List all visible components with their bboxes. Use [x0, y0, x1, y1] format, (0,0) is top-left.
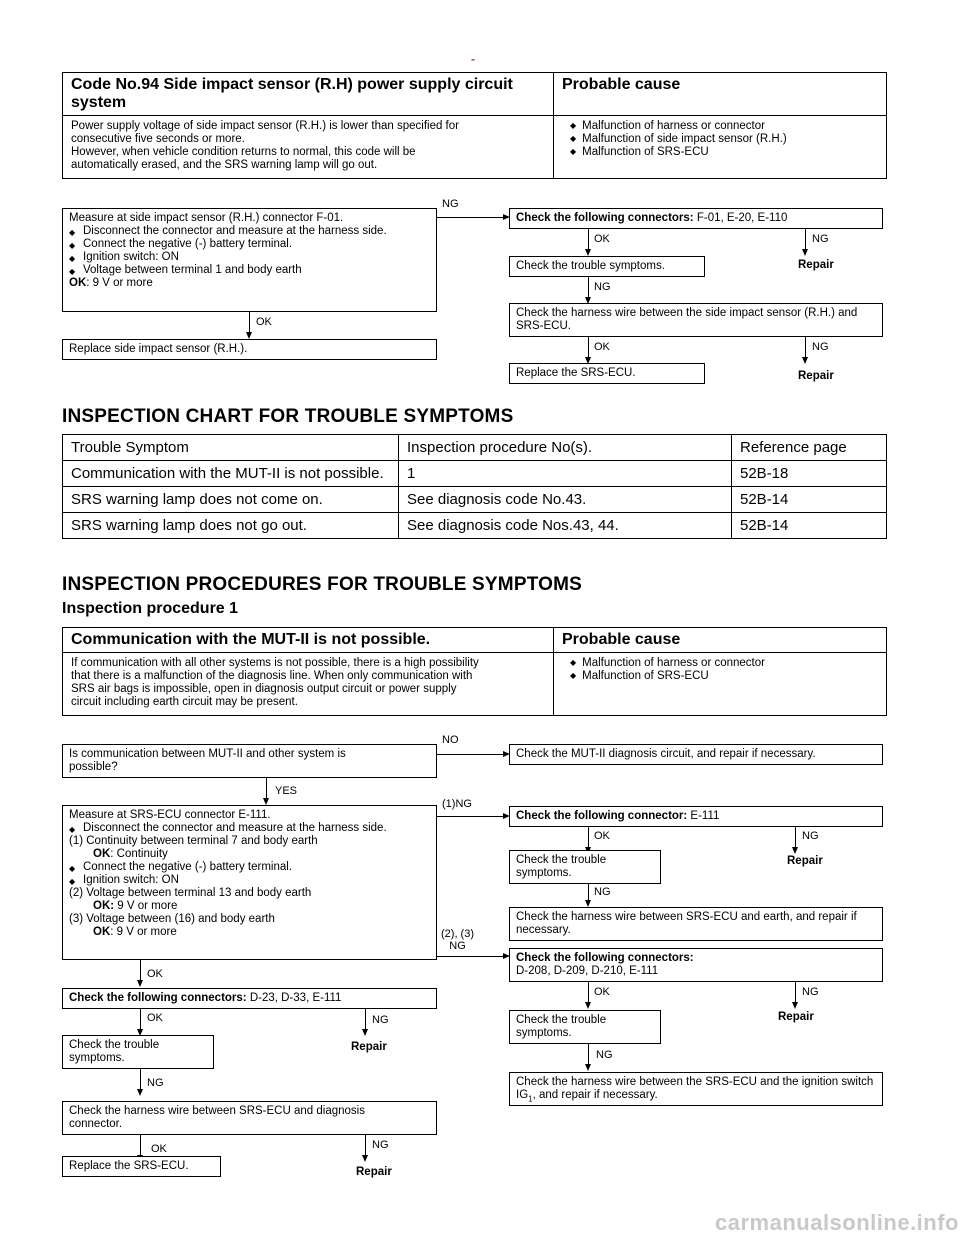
procedure1-title: Communication with the MUT-II is not possible.	[63, 628, 554, 653]
code94-title: Code No.94 Side impact sensor (R.H) power supply circuit system	[63, 73, 554, 116]
flow2-yes-label: YES	[275, 785, 298, 797]
measure-ecu-box: Measure at SRS-ECU connector E-111. ◆ Disconnect the connector and measure at the harness side. (1) Continuity between terminal 7 and body earth OK: Continuity ◆ Connect the negative (-) battery terminal. ◆ Ignition switch: ON (2) Voltage between terminal 13 and body earth OK: 9 V or more (3) Voltage between (16) and body earth OK: 9 V or more	[62, 805, 437, 960]
harness-ecu-ignition-box: Check the harness wire between the SRS-ECU and the ignition switch $IG_1$, and repair if necessary.	[509, 1072, 883, 1106]
trouble-symptoms-box-e: Check the trouble symptoms.	[62, 1035, 214, 1069]
table-row: SRS warning lamp does not go out. See diagnosis code Nos.43, 44. 52B-14	[63, 513, 887, 539]
check-connectors-d23-box: Check the following connectors: D-23, D-33, E-111	[62, 988, 437, 1009]
flow2-ng-g: NG	[372, 1139, 389, 1151]
flow2-no-label: NO	[442, 734, 459, 746]
check-connectors-d208-box: Check the following connectors: D-208, D-209, D-210, E-111	[509, 948, 883, 982]
procedures-heading: INSPECTION PROCEDURES FOR TROUBLE SYMPTOMS	[62, 574, 583, 595]
harness-ecu-diagnosis-box: Check the harness wire between SRS-ECU and diagnosis connector.	[62, 1101, 437, 1135]
flow2-ng-b: NG	[594, 886, 611, 898]
replace-ecu-box-1: Replace the SRS-ECU.	[509, 363, 705, 384]
replace-sensor-box: Replace side impact sensor (R.H.).	[62, 339, 437, 360]
procedure1-causes: ◆ Malfunction of harness or connector ◆ Malfunction of SRS-ECU	[554, 653, 887, 716]
procedure1-cause-header: Probable cause	[554, 628, 887, 653]
measure-sensor-box: Measure at side impact sensor (R.H.) connector F-01. ◆ Disconnect the connector and measure at the harness side. ◆ Connect the negative (-) battery terminal. ◆ Ignition switch: ON ◆ Voltage between terminal 1 and body earth OK: 9 V or more	[62, 208, 437, 312]
procedure1-table	[62, 627, 887, 716]
harness-ecu-earth-box: Check the harness wire between SRS-ECU and earth, and repair if necessary.	[509, 907, 883, 941]
flow1-ok-1: OK	[594, 233, 610, 245]
flow2-ng-c: NG	[802, 986, 819, 998]
code94-cause-header: Probable cause	[554, 73, 887, 116]
flow2-ng1-label: (1)NG	[442, 798, 472, 810]
flow2-ng-a: NG	[802, 830, 819, 842]
table-row: SRS warning lamp does not come on. See diagnosis code No.43. 52B-14	[63, 487, 887, 513]
check-mut-circuit-box: Check the MUT-II diagnosis circuit, and repair if necessary.	[509, 744, 883, 765]
harness-sensor-ecu-box: Check the harness wire between the side impact sensor (R.H.) and SRS-ECU.	[509, 303, 883, 337]
code94-description: Power supply voltage of side impact sensor (R.H.) is lower than specified for consecutive five seconds or more. However, when vehicle condition returns to normal, this code will be automatically erased, and the SRS warning lamp will go out.	[63, 116, 554, 179]
trouble-symptoms-box-a: Check the trouble symptoms.	[509, 850, 661, 884]
flow2-repair-e: Repair	[351, 1041, 387, 1053]
flow1-ng-2: NG	[594, 281, 611, 293]
flow2-ng23-label: (2), (3) NG	[441, 928, 474, 952]
trouble-symptoms-box-1: Check the trouble symptoms.	[509, 256, 705, 277]
check-connector-e111-box: Check the following connector: E-111	[509, 806, 883, 827]
flow2-ng-e: NG	[372, 1014, 389, 1026]
flow1-repair-1: Repair	[798, 259, 834, 271]
communication-question-box: Is communication between MUT-II and other system is possible?	[62, 744, 437, 778]
symptom-table	[62, 434, 887, 539]
flow2-ok-e: OK	[147, 1012, 163, 1024]
flow2-ok-a: OK	[594, 830, 610, 842]
table-row: Communication with the MUT-II is not possible. 1 52B-18	[63, 461, 887, 487]
footer-watermark: carmanualsonline.info	[715, 1210, 959, 1235]
trouble-symptoms-box-c: Check the trouble symptoms.	[509, 1010, 661, 1044]
code94-table	[62, 72, 887, 179]
flow2-ng-d: NG	[596, 1049, 613, 1061]
code94-causes: ◆ Malfunction of harness or connector ◆ Malfunction of side impact sensor (R.H.) ◆ Malfunction of SRS-ECU	[554, 116, 887, 179]
flow2-repair-g: Repair	[356, 1166, 392, 1178]
flow1-ok-main: OK	[256, 316, 272, 328]
replace-ecu-box-2: Replace the SRS-ECU.	[62, 1156, 221, 1177]
check-connectors-box: Check the following connectors: F-01, E-20, E-110	[509, 208, 883, 229]
flow1-repair-2: Repair	[798, 370, 834, 382]
symptom-table-header: Trouble Symptom Inspection procedure No(s). Reference page	[63, 435, 887, 461]
flow1-ng-label: NG	[442, 198, 459, 210]
procedure-subheading: Inspection procedure 1	[62, 600, 239, 617]
procedure1-description: If communication with all other systems is not possible, there is a high possibility that there is a malfunction of the diagnosis line. When only communication with SRS air bags is impossible, open in diagnosis output circuit or power supply circuit including earth circuit may be present.	[63, 653, 554, 716]
flow1-ng-3: NG	[812, 341, 829, 353]
flow2-ok-g: OK	[151, 1143, 167, 1155]
flow1-ok-3: OK	[594, 341, 610, 353]
flow1-ng-1: NG	[812, 233, 829, 245]
flow2-repair-c: Repair	[778, 1011, 814, 1023]
flow2-repair-a: Repair	[787, 855, 823, 867]
flow2-ok-c: OK	[594, 986, 610, 998]
top-mark: -	[471, 52, 475, 66]
chart-heading: INSPECTION CHART FOR TROUBLE SYMPTOMS	[62, 406, 514, 427]
flow2-ok-main: OK	[147, 968, 163, 980]
flow2-ng-f: NG	[147, 1077, 164, 1089]
